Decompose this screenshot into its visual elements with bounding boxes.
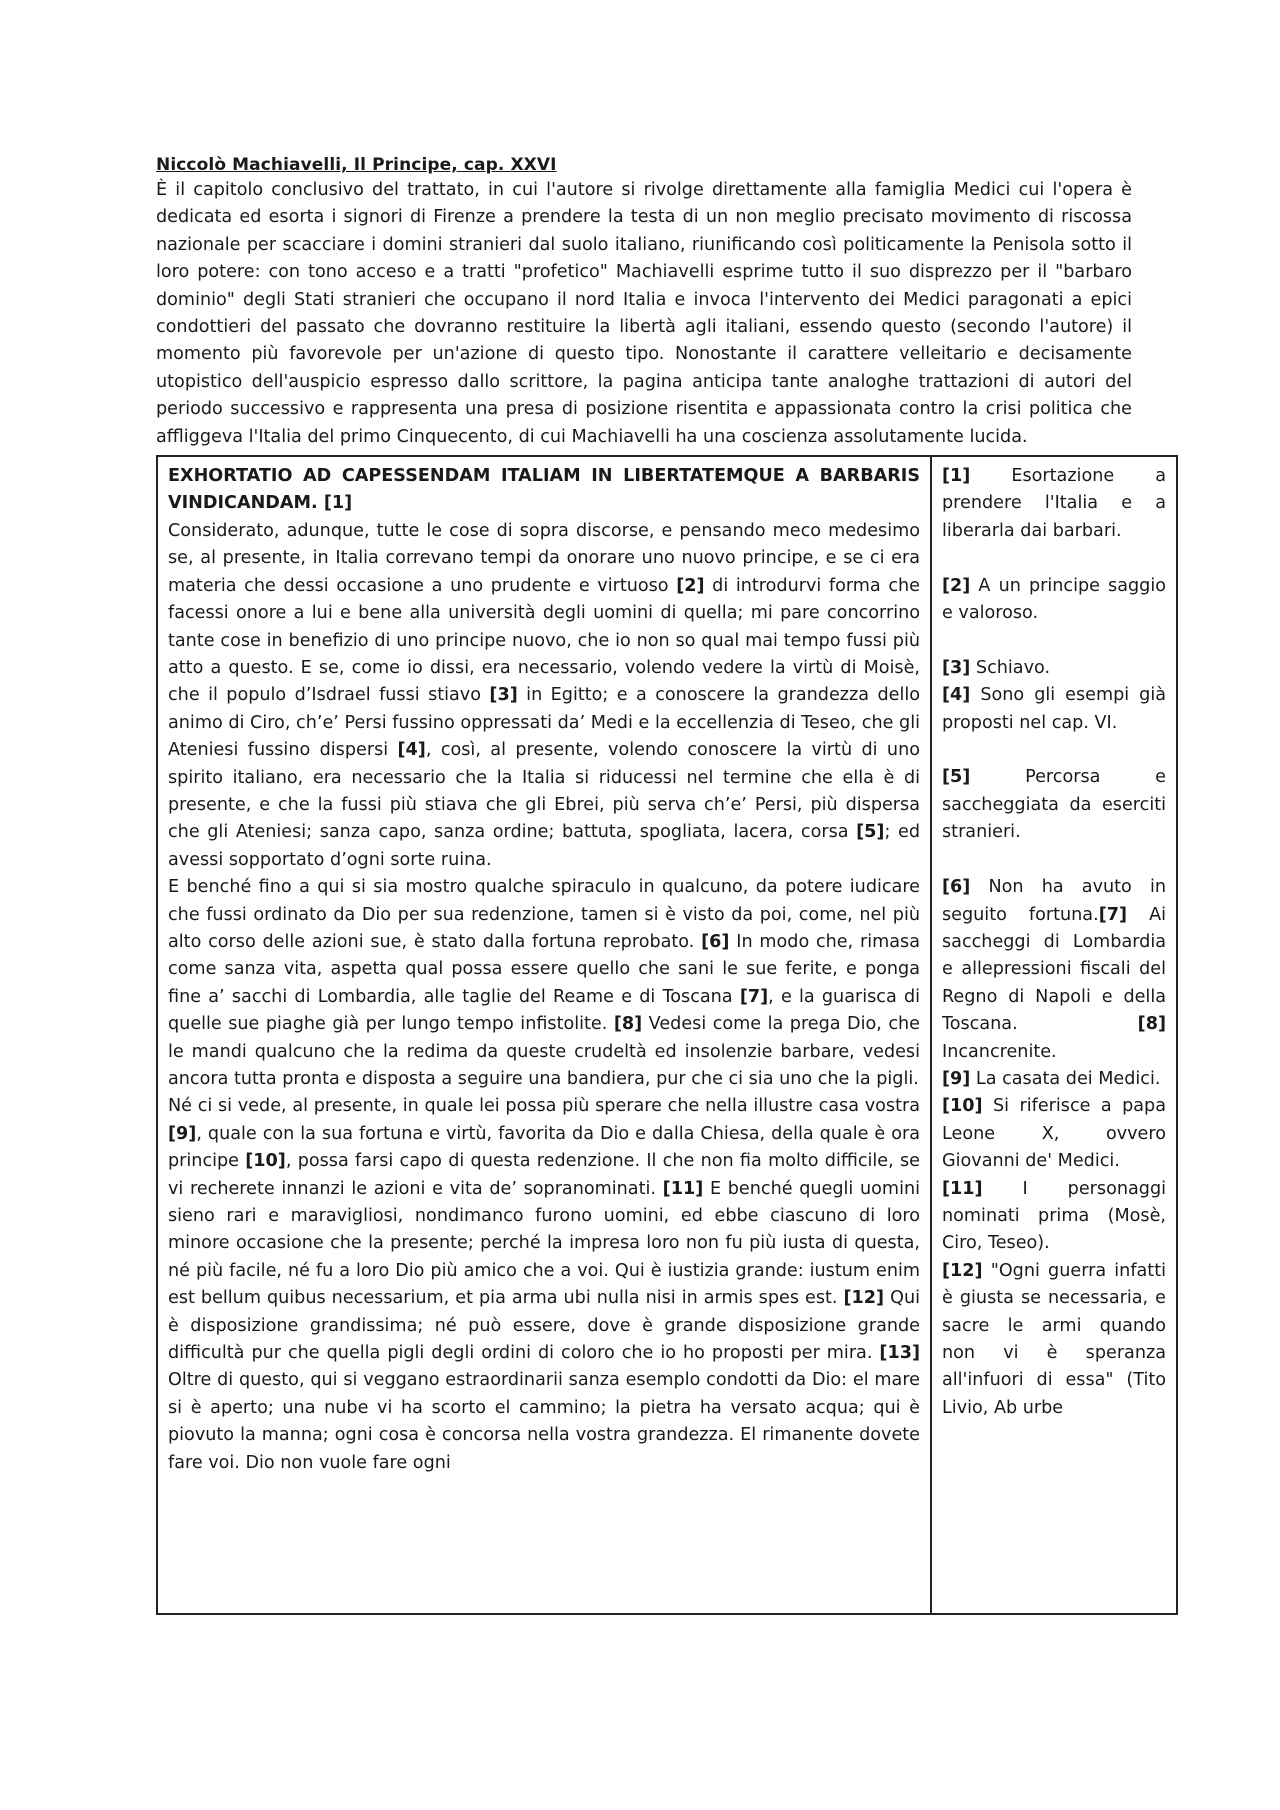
chapter-heading: EXHORTATIO AD CAPESSENDAM ITALIAM IN LIBERTATEMQUE A BARBARIS VINDICANDAM. [1] <box>168 466 920 514</box>
note-5: [5] Percorsa e saccheggiata da eserciti stranieri. <box>942 767 1166 843</box>
note-4: [4] Sono gli esempi già proposti nel cap. VI. <box>942 685 1166 733</box>
note-6-7-8: [6] Non ha avuto in seguito fortuna.[7] Ai saccheggi di Lombardia e allepressioni fiscali del Regno di Napoli e della Toscana. [8] Incancrenite. <box>942 877 1166 1062</box>
footnote-ref: [13] <box>879 1343 920 1364</box>
footnote-ref: [12] <box>843 1288 885 1309</box>
footnote-ref: [11] <box>662 1178 704 1199</box>
footnote-ref: [8] <box>613 1014 643 1035</box>
footnote-ref: [4] <box>397 740 426 761</box>
text-notes-table <box>156 455 1178 1615</box>
note-2: [2] A un principe saggio e valoroso. <box>942 575 1166 624</box>
paragraph-3: Né ci si vede, al presente, in quale lei possa più sperare che nella illustre casa vostra [9], quale con la sua fortuna e virtù, favorita da Dio e dalla Chiesa, della quale è ora principe [10], possa farsi capo di questa redenzione. Il che non fia molto difficile, se vi recherete innanzi le azioni e vita de’ sopranominati. [11] E benché quegli uomini sieno rari e maravigliosi, nondimanco furono uomini, ed ebbe ciascuno di loro minore occasione che la presente; perché la impresa loro non fu più iusta di questa, né più facile, né fu a loro Dio più amico che a voi. Qui è iustizia grande: iustum enim est bellum quibus necessarium, et pia arma ubi nulla nisi in armis spes est. [12] Qui è disposizione grandissima; né può essere, dove è grande disposizione grande difficultà pur che quella pigli degli ordini di coloro che io ho proposti per mira. [13] Oltre di questo, qui si veggano estraordinarii sanza esemplo condotti da Dio: el mare si è aperto; una nube vi ha scorto el cammino; la pietra ha versato acqua; qui è piovuto la manna; ogni cosa è concorsa nella vostra grandezza. El rimanente dovete fare voi. Dio non vuole fare ogni <box>168 1096 920 1473</box>
note-9: [9] La casata dei Medici. <box>942 1068 1161 1089</box>
document-page <box>156 155 1166 1615</box>
footnote-ref: [6] <box>701 931 730 952</box>
footnote-ref: [2] <box>676 575 705 596</box>
note-11: [11] I personaggi nominati prima (Mosè, Ciro, Teseo). <box>942 1178 1166 1254</box>
paragraph-2: E benché fino a qui si sia mostro qualche spiraculo in qualcuno, da potere iudicare che fussi ordinato da Dio per sua redenzione, tamen si è visto da poi, come, nel più alto corso delle azioni sue, è stato dalla fortuna reprobato. [6] In modo che, rimasa come sanza vita, aspetta qual possa essere quello che sani le sue ferite, e ponga fine a’ sacchi di Lombardia, alle taglie del Reame e di Toscana [7], e la guarisca di quelle sue piaghe già per lungo tempo infistolite. [8] Vedesi come la prega Dio, che le mandi qualcuno che la redima da queste crudeltà ed insolenzie barbare, vedesi ancora tutta pronta e disposta a seguire una bandiera, pur che ci sia uno che la pigli. <box>168 877 920 1089</box>
note-10: [10] Si riferisce a papa Leone X, ovvero Giovanni de' Medici. <box>942 1096 1166 1172</box>
main-text-column <box>157 456 931 1614</box>
note-1: [1] Esortazione a prendere l'Italia e a liberarla dai barbari. <box>942 466 1166 541</box>
paragraph-1: Considerato, adunque, tutte le cose di sopra discorse, e pensando meco medesimo se, al presente, in Italia correvano tempi da onorare uno nuovo principe, e se ci era materia che dessi occasione a uno prudente e virtuoso [2] di introdurvi forma che facessi onore a lui e bene alla università degli uomini di quella; mi pare concorrino tante cose in benefizio di uno principe nuovo, che io non so qual mai tempo fussi più atto a questo. E se, come io dissi, era necessario, volendo vedere la virtù di Moisè, che il populo d’Isdrael fussi stiavo [3] in Egitto; e a conoscere la grandezza dello animo di Ciro, ch’e’ Persi fussino oppressati da’ Medi e la eccellenzia di Teseo, che gli Ateniesi fussino dispersi [4], così, al presente, volendo conoscere la virtù di uno spirito italiano, era necessario che la Italia si riducessi nel termine che ella è di presente, e che la fussi più stiava che gli Ebrei, più serva ch’e’ Persi, più dispersa che gli Ateniesi; sanza capo, sanza ordine; battuta, spogliata, lacera, corsa [5]; ed avessi sopportato d’ogni sorte ruina. <box>168 520 920 870</box>
document-title: Niccolò Machiavelli, Il Principe, cap. XXVI <box>156 155 557 175</box>
footnote-ref: [10] <box>245 1151 286 1172</box>
footnote-ref: [7] <box>739 986 769 1007</box>
footnote-ref: [3] <box>489 685 518 706</box>
note-3: [3] Schiavo. <box>942 657 1051 678</box>
note-12: [12] "Ogni guerra infatti è giusta se necessaria, e sacre le armi quando non vi è speranza all'infuori di essa" (Tito Livio, Ab urbe <box>942 1260 1166 1418</box>
footnote-ref: [5] <box>856 822 885 843</box>
notes-column <box>931 456 1177 1614</box>
footnote-ref: [9] <box>168 1123 197 1144</box>
intro-paragraph: È il capitolo conclusivo del trattato, in cui l'autore si rivolge direttamente alla famiglia Medici cui l'opera è dedicata ed esorta i signori di Firenze a prendere la testa di un non meglio precisato movimento di riscossa nazionale per scacciare i domini stranieri dal suolo italiano, riunificando così politicamente la Penisola sotto il loro potere: con tono acceso e a tratti "profetico" Machiavelli esprime tutto il suo disprezzo per il "barbaro dominio" degli Stati stranieri che occupano il nord Italia e invoca l'intervento dei Medici paragonati a epici condottieri del passato che dovranno restituire la libertà agli italiani, essendo questo (secondo l'autore) il momento più favorevole per un'azione di questo tipo. Nonostante il carattere velleitario e decisamente utopistico dell'auspicio espresso dallo scrittore, la pagina anticipa tante analoghe trattazioni di autori del periodo successivo e rappresenta una presa di posizione risentita e appassionata contro la crisi politica che affliggeva l'Italia del primo Cinquecento, di cui Machiavelli ha una coscienza assolutamente lucida. <box>156 180 1132 447</box>
